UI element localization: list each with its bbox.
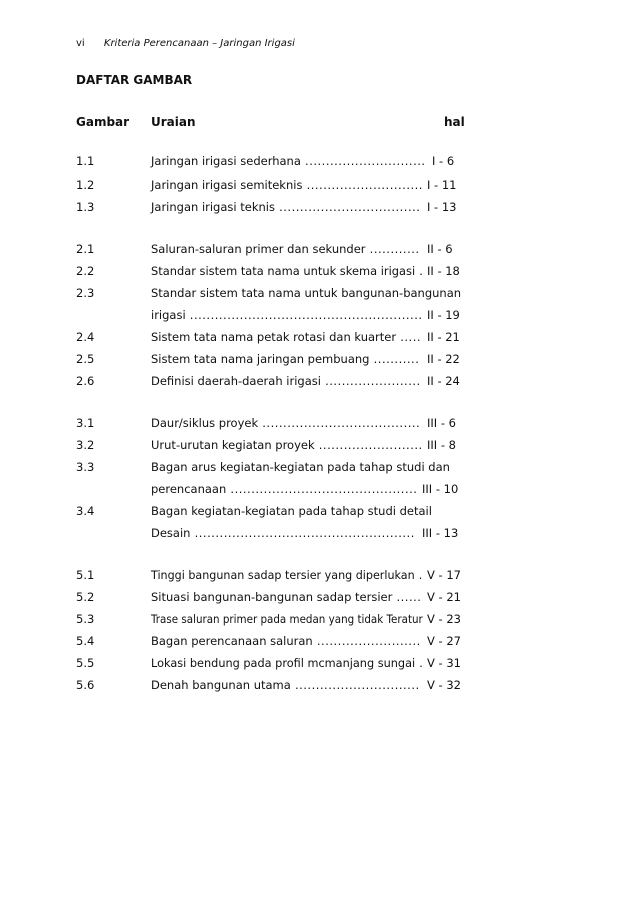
figure-page-ref: II - 22 bbox=[427, 352, 460, 366]
dot-leader: .................................. bbox=[274, 200, 421, 214]
figure-description bbox=[151, 459, 450, 475]
figure-title: perencanaan bbox=[151, 482, 227, 496]
figure-number: 5.6 bbox=[76, 678, 95, 692]
figure-title: Bagan arus kegiatan-kegiatan pada tahap studi dan bbox=[151, 460, 450, 474]
figure-page-ref: V - 32 bbox=[427, 678, 461, 692]
figure-title: Bagan kegiatan-kegiatan pada tahap studi detail bbox=[151, 504, 432, 518]
list-item bbox=[0, 415, 638, 431]
dot-leader: . bbox=[414, 568, 423, 582]
figure-page-ref: III - 13 bbox=[422, 526, 459, 540]
figure-description bbox=[151, 285, 461, 301]
figure-title: Sistem tata nama jaringan pembuang bbox=[151, 352, 370, 366]
page-title: DAFTAR GAMBAR bbox=[76, 73, 193, 87]
page-number: vi bbox=[76, 38, 85, 49]
figure-description bbox=[151, 525, 415, 541]
figure-number: 5.5 bbox=[76, 656, 95, 670]
figure-description bbox=[151, 677, 420, 693]
list-item bbox=[0, 307, 638, 323]
figure-number: 5.4 bbox=[76, 634, 95, 648]
figure-description bbox=[151, 437, 423, 453]
dot-leader: ......................... bbox=[312, 634, 421, 648]
figure-description bbox=[151, 153, 426, 169]
figure-page-ref: III - 10 bbox=[422, 482, 459, 496]
dot-leader: .............................. bbox=[290, 678, 420, 692]
dot-leader: ..... bbox=[396, 330, 422, 344]
figure-title: Urut-urutan kegiatan proyek bbox=[151, 438, 315, 452]
figure-number: 5.1 bbox=[76, 568, 95, 582]
list-item bbox=[0, 567, 638, 583]
figure-title: Sistem tata nama petak rotasi dan kuarter bbox=[151, 330, 397, 344]
list-item bbox=[0, 633, 638, 649]
dot-leader: ........... bbox=[369, 352, 420, 366]
list-item bbox=[0, 481, 638, 497]
figure-description bbox=[151, 263, 423, 279]
list-item bbox=[0, 199, 638, 215]
dot-leader: ..................................................... bbox=[190, 526, 415, 540]
list-item bbox=[0, 655, 638, 671]
figure-title: Tinggi bangunan sadap tersier yang diperlukan bbox=[151, 568, 415, 582]
figure-page-ref: I - 11 bbox=[427, 178, 457, 192]
list-item bbox=[0, 459, 638, 475]
figure-description bbox=[151, 199, 420, 215]
figure-page-ref: V - 21 bbox=[427, 590, 461, 604]
figure-description bbox=[151, 503, 432, 519]
figure-number: 1.2 bbox=[76, 178, 95, 192]
figure-number: 3.1 bbox=[76, 416, 95, 430]
figure-title: Definisi daerah-daerah irigasi bbox=[151, 374, 321, 388]
figure-description bbox=[151, 481, 417, 497]
list-item bbox=[0, 589, 638, 605]
figure-number: 1.3 bbox=[76, 200, 95, 214]
figure-title: irigasi bbox=[151, 308, 186, 322]
figure-description bbox=[151, 329, 421, 345]
figure-page-ref: I - 13 bbox=[427, 200, 457, 214]
figure-page-ref: III - 8 bbox=[427, 438, 456, 452]
list-item bbox=[0, 525, 638, 541]
column-header-uraian: Uraian bbox=[151, 115, 196, 129]
figure-title: Desain bbox=[151, 526, 191, 540]
figure-description bbox=[151, 633, 421, 649]
figure-description bbox=[151, 241, 420, 257]
figure-number: 2.3 bbox=[76, 286, 95, 300]
figure-page-ref: III - 6 bbox=[427, 416, 456, 430]
figure-number: 2.4 bbox=[76, 330, 95, 344]
dot-leader: ............ bbox=[365, 242, 420, 256]
dot-leader: ............................. bbox=[300, 154, 426, 168]
figure-page-ref: V - 31 bbox=[427, 656, 461, 670]
dot-leader: ...................................... bbox=[258, 416, 421, 430]
figure-page-ref: II - 6 bbox=[427, 242, 453, 256]
figure-title: Jaringan irigasi teknis bbox=[151, 200, 275, 214]
figure-page-ref: I - 6 bbox=[432, 154, 455, 168]
figure-page-ref: II - 19 bbox=[427, 308, 460, 322]
list-item bbox=[0, 503, 638, 519]
figure-number: 2.1 bbox=[76, 242, 95, 256]
dot-leader: ............................ bbox=[302, 178, 423, 192]
figure-number: 2.6 bbox=[76, 374, 95, 388]
figure-description bbox=[151, 655, 423, 671]
figure-page-ref: V - 17 bbox=[427, 568, 461, 582]
list-item bbox=[0, 329, 638, 345]
list-item bbox=[0, 351, 638, 367]
figure-title: Bagan perencanaan saluran bbox=[151, 634, 313, 648]
dot-leader: ............................................. bbox=[226, 482, 418, 496]
list-item bbox=[0, 153, 638, 169]
dot-leader: ....................... bbox=[320, 374, 421, 388]
dot-leader: . bbox=[415, 656, 424, 670]
list-item bbox=[0, 177, 638, 193]
dot-leader: ........................................................ bbox=[185, 308, 423, 322]
running-title: Kriteria Perencanaan – Jaringan Irigasi bbox=[103, 38, 295, 49]
running-header bbox=[76, 38, 295, 49]
figure-title: Denah bangunan utama bbox=[151, 678, 291, 692]
list-item bbox=[0, 437, 638, 453]
figure-page-ref: V - 23 bbox=[427, 612, 461, 626]
figure-title: Situasi bangunan-bangunan sadap tersier bbox=[151, 590, 393, 604]
figure-description bbox=[151, 567, 423, 583]
figure-page-ref: II - 24 bbox=[427, 374, 460, 388]
list-item bbox=[0, 611, 638, 627]
figure-title: Standar sistem tata nama untuk skema irigasi bbox=[151, 264, 416, 278]
list-item bbox=[0, 263, 638, 279]
figure-page-ref: V - 27 bbox=[427, 634, 461, 648]
figure-page-ref: II - 21 bbox=[427, 330, 460, 344]
figure-title: Lokasi bendung pada profil mcmanjang sungai bbox=[151, 656, 416, 670]
dot-leader: ...... bbox=[392, 590, 422, 604]
figure-number: 1.1 bbox=[76, 154, 95, 168]
list-item bbox=[0, 373, 638, 389]
figure-number: 3.2 bbox=[76, 438, 95, 452]
figure-description bbox=[151, 177, 423, 193]
figure-title: Trase saluran primer pada medan yang tidak Teratur bbox=[151, 612, 423, 626]
figure-number: 2.5 bbox=[76, 352, 95, 366]
figure-description bbox=[151, 351, 419, 367]
list-item bbox=[0, 677, 638, 693]
dot-leader: . bbox=[415, 264, 424, 278]
figure-description bbox=[151, 415, 420, 431]
figure-title: Standar sistem tata nama untuk bangunan-bangunan bbox=[151, 286, 462, 300]
figure-number: 5.3 bbox=[76, 612, 95, 626]
figure-number: 2.2 bbox=[76, 264, 95, 278]
figure-title: Jaringan irigasi semiteknis bbox=[151, 178, 303, 192]
column-header-hal: hal bbox=[444, 115, 465, 129]
figure-description bbox=[151, 307, 423, 323]
figure-number: 3.3 bbox=[76, 460, 95, 474]
column-header-gambar: Gambar bbox=[76, 115, 130, 129]
figure-title: Daur/siklus proyek bbox=[151, 416, 259, 430]
figure-title: Jaringan irigasi sederhana bbox=[151, 154, 301, 168]
figure-title: Saluran-saluran primer dan sekunder bbox=[151, 242, 366, 256]
figure-description bbox=[151, 589, 421, 605]
figure-description bbox=[151, 611, 423, 627]
figure-description bbox=[151, 373, 421, 389]
list-item bbox=[0, 241, 638, 257]
list-item bbox=[0, 285, 638, 301]
figure-number: 3.4 bbox=[76, 504, 95, 518]
figure-number: 5.2 bbox=[76, 590, 95, 604]
dot-leader: ......................... bbox=[314, 438, 423, 452]
figure-page-ref: II - 18 bbox=[427, 264, 460, 278]
